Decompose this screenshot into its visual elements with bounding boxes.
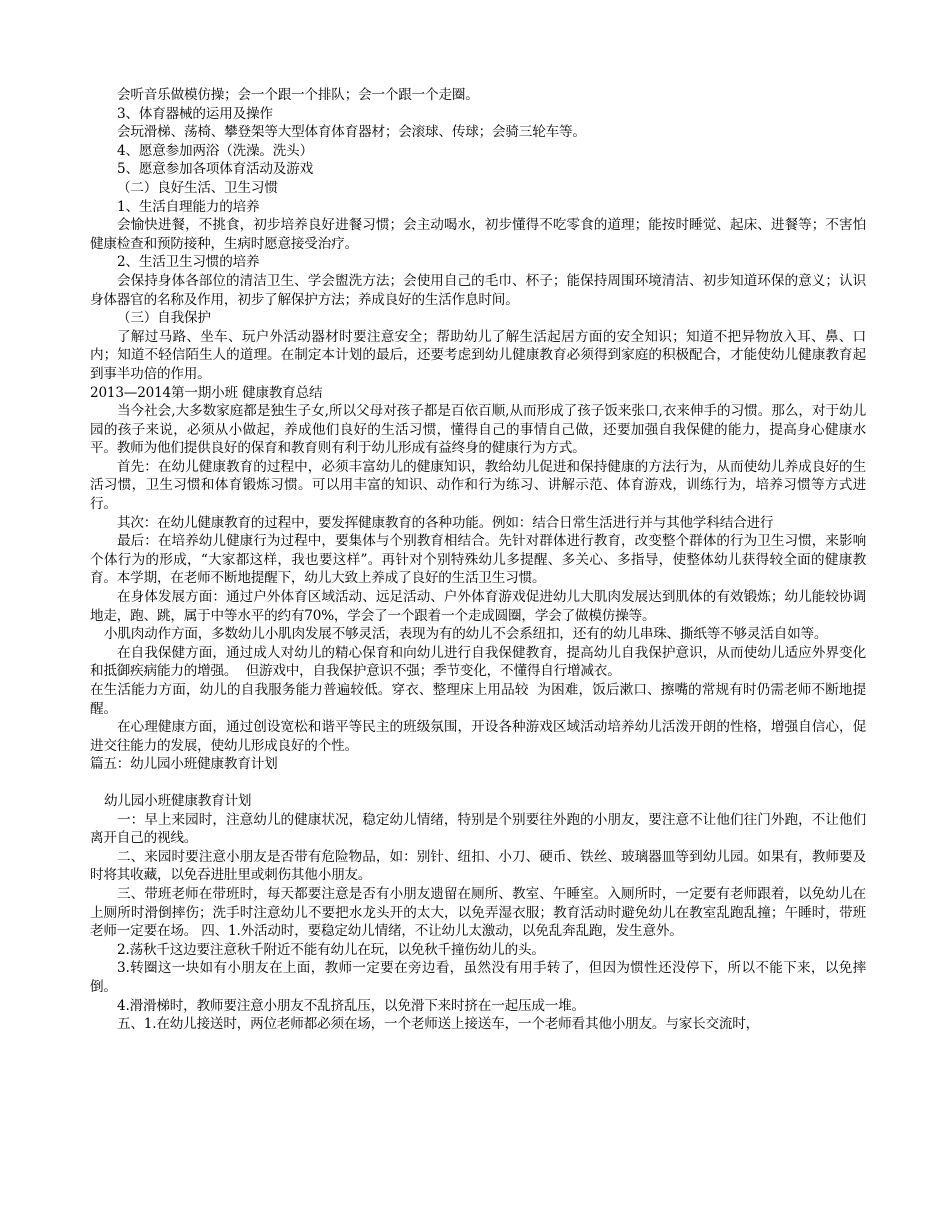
paragraph: 小肌肉动作方面，多数幼儿小肌肉发展不够灵活，表现为有的幼儿不会系纽扣，还有的幼儿串珠、撕纸等不够灵活自如等。 (104, 626, 828, 643)
paragraph: 4.滑滑梯时，教师要注意小朋友不乱挤乱压，以免滑下来时挤在一起压成一堆。 (117, 997, 585, 1014)
paragraph: 1、生活自理能力的培养 (117, 198, 260, 215)
paragraph: 了解过马路、坐车、玩户外活动器材时要注意安全；帮助幼儿了解生活起居方面的安全知识；知道不把异物放入耳、鼻、口内；知道不轻信陌生人的道理。在制定本计划的最后，还要考虑到幼儿健康教育必须得到家庭的积极配合，才能使幼儿健康教育起到事半功倍的作用。 (90, 328, 866, 382)
paragraph: 2.荡秋千这边要注意秋千附近不能有幼儿在玩，以免秋千撞伤幼儿的头。 (117, 941, 545, 958)
paragraph: 在生活能力方面，幼儿的自我服务能力普遍较低。穿衣、整理床上用品较 为困难，饭后漱口、擦嘴的常规有时仍需老师不断地提醒。 (90, 682, 866, 717)
paragraph: 在心理健康方面，通过创设宽松和谐平等民主的班级氛围，开设各种游戏区域活动培养幼儿活泼开朗的性格，增强自信心，促进交往能力的发展，使幼儿形成良好的个性。 (90, 719, 866, 754)
paragraph: 最后：在培养幼儿健康行为过程中，要集体与个别教育相结合。先针对群体进行教育，改变整个群体的行为卫生习惯，来影响个体行为的形成，“大家都这样，我也要这样”。再针对个别特殊幼儿多提醒、多关心、多指导，使整体幼儿获得较全面的健康教育。本学期，在老师不断地提醒下，幼儿大致上养成了良好的生活卫生习惯。 (90, 533, 866, 587)
paragraph: 五、1.在幼儿接送时，两位老师都必须在场，一个老师送上接送车，一个老师看其他小朋友。与家长交流时， (117, 1016, 760, 1033)
paragraph: （三）自我保护 (117, 310, 211, 327)
paragraph: 幼儿园小班健康教育计划 (104, 792, 252, 809)
paragraph: 会玩滑梯、荡椅、攀登架等大型体育体育器材；会滚球、传球；会骑三轮车等。 (117, 124, 586, 141)
paragraph: 2013—2014第一期小班 健康教育总结 (90, 384, 323, 401)
paragraph: 4、愿意参加两浴（洗澡。洗头） (117, 142, 313, 159)
paragraph: 一：早上来园时，注意幼儿的健康状况，稳定幼儿情绪，特别是个别要往外跑的小朋友，要注意不让他们往门外跑，不让他们离开自己的视线。 (90, 811, 866, 847)
paragraph: 二、来园时要注意小朋友是否带有危险物品，如：别针、纽扣、小刀、硬币、铁丝、玻璃器皿等到幼儿园。如果有，教师要及时将其收藏，以免吞进肚里或刺伤其他小朋友。 (90, 848, 866, 884)
paragraph: 会保持身体各部位的清洁卫生、学会盥洗方法；会使用自己的毛巾、杯子；能保持周围环境清洁、初步知道环保的意义；认识身体器官的名称及作用，初步了解保护方法；养成良好的生活作息时间。 (90, 272, 866, 308)
paragraph: 当今社会,大多数家庭都是独生子女,所以父母对孩子都是百依百顺,从而形成了孩子饭来张口,衣来伸手的习惯。那么，对于幼儿园的孩子来说，必须从小做起，养成他们良好的生活习惯，懂得自己的事情自己做，还要加强自我保健的能力，提高身心健康水平。教师为他们提供良好的保育和教育则有利于幼儿形成有益终身的健康行为方式。 (90, 403, 866, 457)
paragraph: 其次：在幼儿健康教育的过程中，要发挥健康教育的各种功能。例如：结合日常生活进行并与其他学科结合进行 (117, 514, 774, 531)
paragraph: 会听音乐做模仿操；会一个跟一个排队；会一个跟一个走圈。 (117, 87, 479, 103)
paragraph: （二）良好生活、卫生习惯 (117, 179, 278, 196)
paragraph: 2、生活卫生习惯的培养 (117, 254, 260, 271)
paragraph: 首先：在幼儿健康教育的过程中，必须丰富幼儿的健康知识，教给幼儿促进和保持健康的方法行为，从而使幼儿养成良好的生活习惯，卫生习惯和体育锻炼习惯。可以用丰富的知识、动作和行为练习、讲解示范、体育游戏，训练行为，培养习惯等方式进行。 (90, 458, 866, 513)
paragraph: 在自我保健方面，通过成人对幼儿的精心保育和向幼儿进行自我保健教育，提高幼儿自我保护意识，从而使幼儿适应外界变化和抵御疾病能力的增强。 但游戏中，自我保护意识不强；季节变化，不懂得自行增减衣。 (90, 644, 866, 680)
blank-line (90, 774, 866, 792)
paragraph: 5、愿意参加各项体育活动及游戏 (117, 161, 313, 178)
paragraph: 三、带班老师在带班时，每天都要注意是否有小朋友遗留在厕所、教室、午睡室。入厕所时，一定要有老师跟着，以免幼儿在上厕所时滑倒摔伤；洗手时注意幼儿不要把水龙头开的太大，以免弄湿衣服；教育活动时避免幼儿在教室乱跑乱撞；午睡时，带班老师一定要在场。 四、1.外活动时，要稳定幼儿情绪，不让幼儿太激动，以免乱奔乱跑，发生意外。 (90, 885, 866, 940)
paragraph: 在身体发展方面：通过户外体育区域活动、远足活动、户外体育游戏促进幼儿大肌肉发展达到肌体的有效锻炼；幼儿能较协调地走，跑、跳，属于中等水平的约有70%，学会了一个跟着一个走成圆圈，学会了做模仿操等。 (90, 589, 866, 624)
paragraph: 3、体育器械的运用及操作 (117, 105, 273, 122)
paragraph: 篇五：幼儿园小班健康教育计划 (90, 756, 278, 773)
document-body (90, 86, 866, 1034)
paragraph: 3.转圈这一块如有小朋友在上面，教师一定要在旁边看，虽然没有用手转了，但因为惯性还没停下，所以不能下来，以免摔倒。 (90, 960, 866, 995)
paragraph: 会愉快进餐，不挑食，初步培养良好进餐习惯；会主动喝水，初步懂得不吃零食的道理；能按时睡觉、起床、进餐等；不害怕健康检查和预防接种，生病时愿意接受治疗。 (90, 217, 866, 252)
